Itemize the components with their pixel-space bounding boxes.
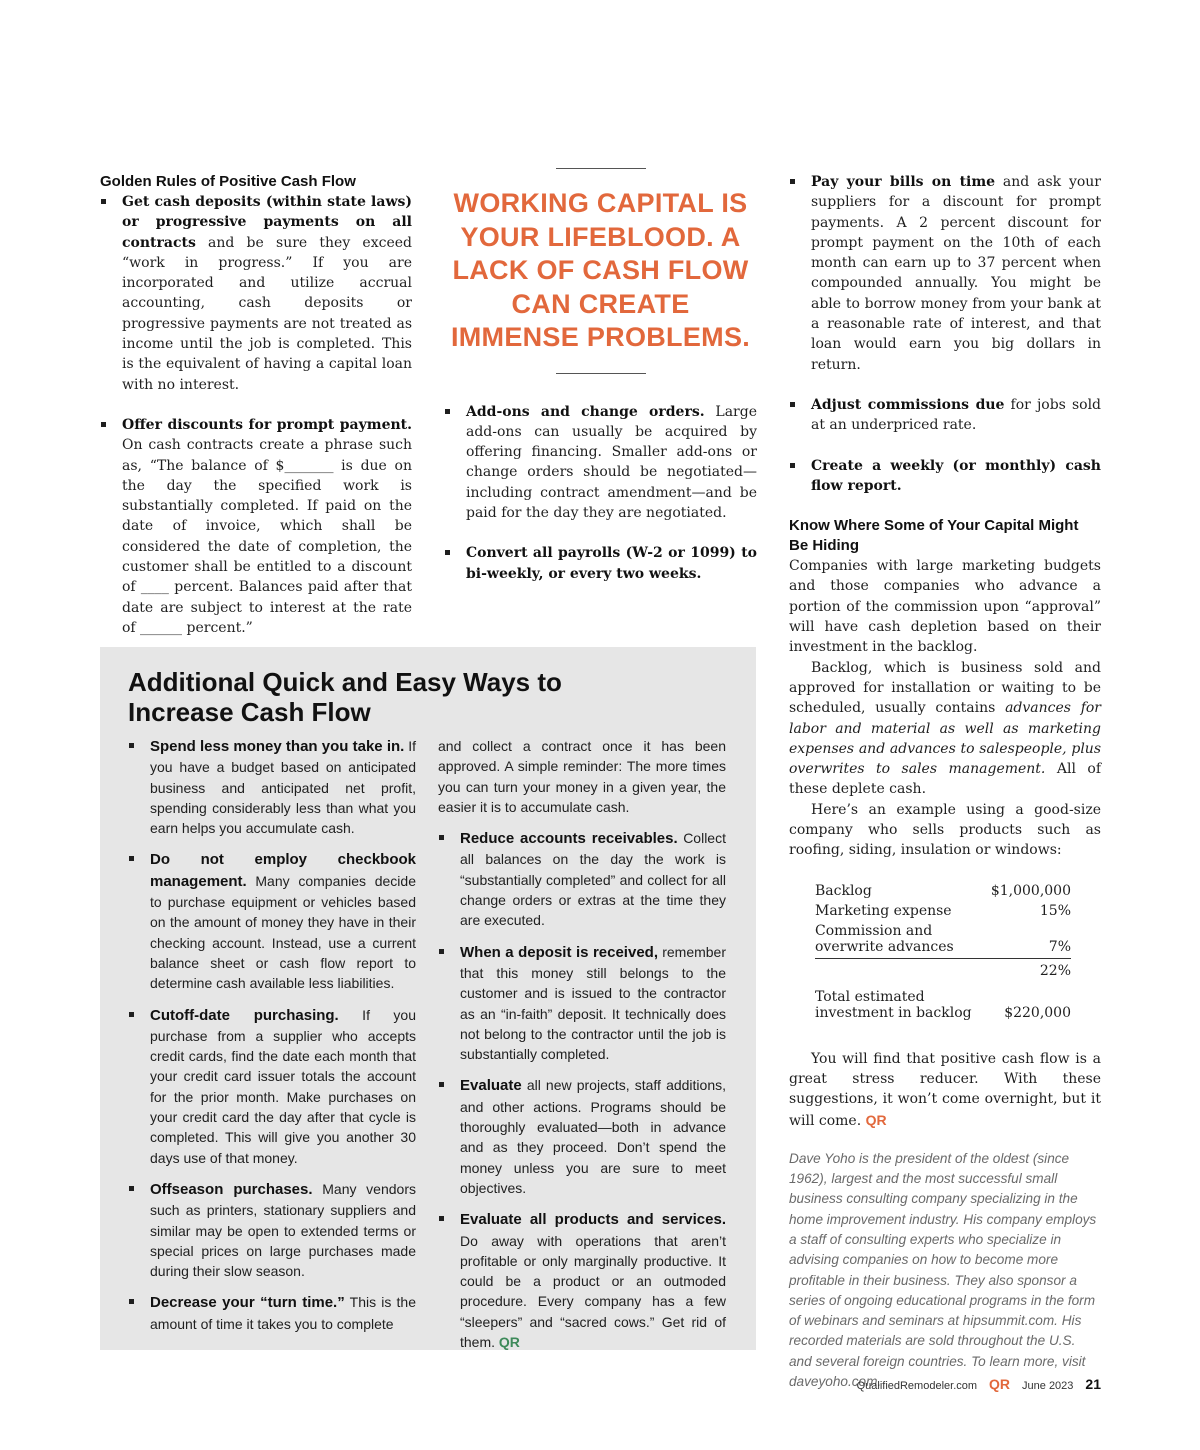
pullquote-rule-bottom (556, 373, 646, 374)
item-bold: Spend less money than you take in. (150, 738, 405, 755)
bullet-icon (790, 179, 795, 184)
page-number: 21 (1085, 1376, 1101, 1392)
golden-rules-list (100, 192, 412, 638)
bullet-icon (439, 949, 444, 954)
list-item (438, 942, 726, 1065)
bullet-icon (445, 550, 450, 555)
bullet-icon (790, 463, 795, 468)
list-item (444, 543, 757, 584)
bullet-icon (129, 1299, 134, 1304)
list-item (128, 1179, 416, 1281)
list-item (789, 456, 1101, 497)
table-row (815, 981, 1071, 1023)
item-text: On cash contracts create a phrase such as, “The balance of $_______ is due on the day the specified work is substantially completed. If paid on the date of invoice, which shall be considered the date of completion, the customer shall be entitled to a discount of ____ percent. Balances paid after that date are subject to interest at the rate of ______ percent.” (122, 437, 412, 636)
table-row (815, 958, 1071, 981)
sidebar-list-2 (438, 828, 726, 1352)
item-text: Do away with operations that aren’t profitable or only marginally productive. It could be a product or an outmoded procedure. Every company has a few “sleepers” and “sacred cows.” Get rid of them. (460, 1232, 726, 1351)
page-footer (857, 1376, 1101, 1392)
list-item (438, 828, 726, 930)
bullet-icon (129, 1012, 134, 1017)
table-label: Commission and overwrite advances (815, 921, 975, 959)
item-text: Large add-ons can usually be acquired by offering financing. Smaller add-ons or change orders should be negotiated—including contract amendment—and be paid for the day they are negotiated. (466, 403, 757, 521)
item-bold: Create a weekly (or monthly) cash flow report. (811, 457, 1101, 494)
qr-end-mark: QR (498, 1334, 520, 1351)
list-item (438, 1075, 726, 1198)
bullet-icon (101, 199, 106, 204)
item-text: and ask your suppliers for a discount for prompt payments. A 2 percent discount for prompt payment on the 10th of each month can earn up to 37 percent when compounded annually. You might be able to borrow money from your bank at a reasonable rate of interest, and that loan would earn you big dollars in return. (811, 174, 1101, 373)
section-heading-capital-hiding: Know Where Some of Your Capital Might Be Hiding (789, 517, 1079, 555)
item-text: If you have a budget based on anticipated business and anticipated net profit, spending considerably less than what you earn helps you accumulate cash. (150, 738, 416, 837)
item-bold: Reduce accounts receivables. (460, 830, 678, 848)
capital-para-1: Companies with large marketing budgets and those companies who advance a portion of the commission upon “approval” will have cash depletion based on their investment in the backlog. (789, 558, 1101, 656)
item-text: This is the amount of time it takes you to complete (150, 1294, 416, 1332)
list-item (128, 1292, 416, 1334)
table-label: Backlog (815, 882, 872, 899)
backlog-table (815, 881, 1071, 1023)
capital-para-2 (789, 658, 1101, 800)
item-bold: Add-ons and change orders. (466, 403, 705, 420)
footer-date: June 2023 (1022, 1380, 1074, 1392)
item-bold: Cutoff-date purchasing. (150, 1006, 339, 1024)
table-value: $220,000 (1004, 1004, 1071, 1021)
list-item (100, 192, 412, 395)
bullet-icon (439, 835, 444, 840)
sidebar-column-1 (128, 736, 416, 1334)
table-label: Marketing expense (815, 902, 952, 919)
qr-end-mark: QR (865, 1111, 887, 1128)
sidebar-list-1 (128, 736, 416, 1334)
bullet-icon (101, 422, 106, 427)
table-row (815, 901, 1071, 921)
list-item (789, 395, 1101, 436)
bullet-icon (790, 402, 795, 407)
pullquote: WORKING CAPITAL IS YOUR LIFEBLOOD. A LACK OF CASH FLOW CAN CREATE IMMENSE PROBLEMS. (450, 188, 751, 352)
para2-start: Backlog, which is business sold and approved for installation or waiting to be scheduled, usually contains (789, 659, 1101, 717)
column-1 (100, 172, 412, 638)
list-item (100, 415, 412, 638)
col3-list (789, 172, 1101, 496)
item-bold: Get cash deposits (within state laws) or progressive payments on all contracts (122, 194, 412, 251)
table-value: 15% (1039, 902, 1071, 919)
item-bold: Evaluate all products and services. (460, 1211, 726, 1229)
table-value: 7% (975, 921, 1071, 959)
sidebar-continued-text: and collect a contract once it has been approved. A simple reminder: The more times you can turn your money in a given year, the easier it is to accumulate cash. (438, 738, 726, 815)
pullquote-rule-top (556, 168, 646, 169)
list-item (128, 736, 416, 838)
sidebar-title: Additional Quick and Easy Ways to Increase Cash Flow (128, 667, 562, 727)
item-bold: When a deposit is received, (460, 943, 658, 961)
item-text: for jobs sold at an underpriced rate. (811, 396, 1102, 434)
item-text: If you purchase from a supplier who accepts credit cards, find the date each month that your credit card issuer totals the account for the prior month. Make purchases on your credit card the day after that cycle is completed. This will give you another 30 days use of that money. (150, 1006, 416, 1166)
item-bold: Offseason purchases. (150, 1180, 313, 1198)
item-text: Collect all balances on the day the work is “substantially completed” and collect for all change orders or extras at the time they are executed. (460, 830, 726, 929)
qr-logo-icon: QR (989, 1376, 1011, 1392)
item-text: remember that this money still belongs to the customer and is issued to the contractor as an “in-faith” deposit. It technically does not belong to the contractor until the job is substantially completed. (460, 943, 726, 1063)
item-text: all new projects, staff additions, and other actions. Programs should be thoroughly evaluated—both in advance and as they proceed. Don’t spend the money unless you are sure to meet objectives. (460, 1077, 726, 1196)
item-text: and be sure they exceed “work in progress.” If you are incorporated and utilize accrual accounting, cash deposits or progressive payments are not treated as income until the job is completed. This is the equivalent of having a capital loan with no interest. (122, 234, 412, 393)
footer-site: QualifiedRemodeler.com (856, 1380, 978, 1392)
section-heading-golden-rules: Golden Rules of Positive Cash Flow (100, 173, 356, 190)
item-text: Many companies decide to purchase equipment or vehicles based on the amount of money they have in their checking account. Instead, use a current balance sheet or cash flow report to determine cash available less liabilities. (150, 872, 416, 992)
column-3 (789, 172, 1101, 1392)
list-item (444, 402, 757, 524)
item-text: Many vendors such as printers, stationary suppliers and similar may be open to extended terms or special prices on large purchases made during their slow season. (150, 1180, 416, 1280)
bullet-icon (439, 1082, 444, 1087)
list-item (128, 849, 416, 993)
item-bold: Evaluate (460, 1077, 522, 1095)
bullet-icon (439, 1216, 444, 1221)
item-bold: Pay your bills on time (811, 174, 996, 190)
item-bold: Decrease your “turn time.” (150, 1294, 345, 1312)
table-label: Total estimated investment in backlog (815, 988, 972, 1021)
table-row (815, 921, 1071, 959)
list-item (128, 1005, 416, 1168)
capital-para-3: Here’s an example using a good-size company who sells products such as roofing, siding, insulation or windows: (789, 801, 1101, 859)
list-item (438, 1209, 726, 1352)
author-bio: Dave Yoho is the president of the oldest (since 1962), largest and the most successful small business consulting company specializing in the home improvement industry. His company employs a staff of consulting experts who specialize in advising companies on how to become more profitable in their business. They also sponsor a series of ongoing educational programs in the form of webinars and seminars at hipsummit.com. His recorded materials are sold throughout the U.S. and several foreign countries. To learn more, visit daveyoho.com. (789, 1150, 1097, 1390)
table-label (815, 958, 975, 981)
sidebar-box (100, 647, 756, 1350)
bullet-icon (129, 1186, 134, 1191)
item-bold: Convert all payrolls (W-2 or 1099) to bi-weekly, or every two weeks. (466, 545, 757, 582)
table-value: $1,000,000 (990, 882, 1071, 899)
item-bold: Adjust commissions due (811, 396, 1005, 413)
item-bold: Do not employ checkbook management. (150, 851, 416, 890)
col2-list (444, 402, 757, 584)
para2-end: All of these deplete cash. (789, 761, 1101, 798)
table-row (815, 881, 1071, 901)
table-value: 22% (1039, 962, 1071, 979)
closing-para (789, 1049, 1101, 1131)
para2-italic: advances for labor and material as well as marketing expenses and advances to salespeople, plus overwrites to sales management. (789, 700, 1101, 778)
item-bold: Offer discounts for prompt payment. (122, 416, 412, 433)
column-2 (444, 168, 757, 584)
list-item (789, 172, 1101, 375)
bullet-icon (129, 856, 134, 861)
bullet-icon (129, 743, 134, 748)
bullet-icon (445, 409, 450, 414)
sidebar-column-2 (438, 736, 726, 1352)
closing-text: You will find that positive cash flow is a great stress reducer. With these suggestions, it won’t come overnight, but it will come. (789, 1050, 1101, 1129)
